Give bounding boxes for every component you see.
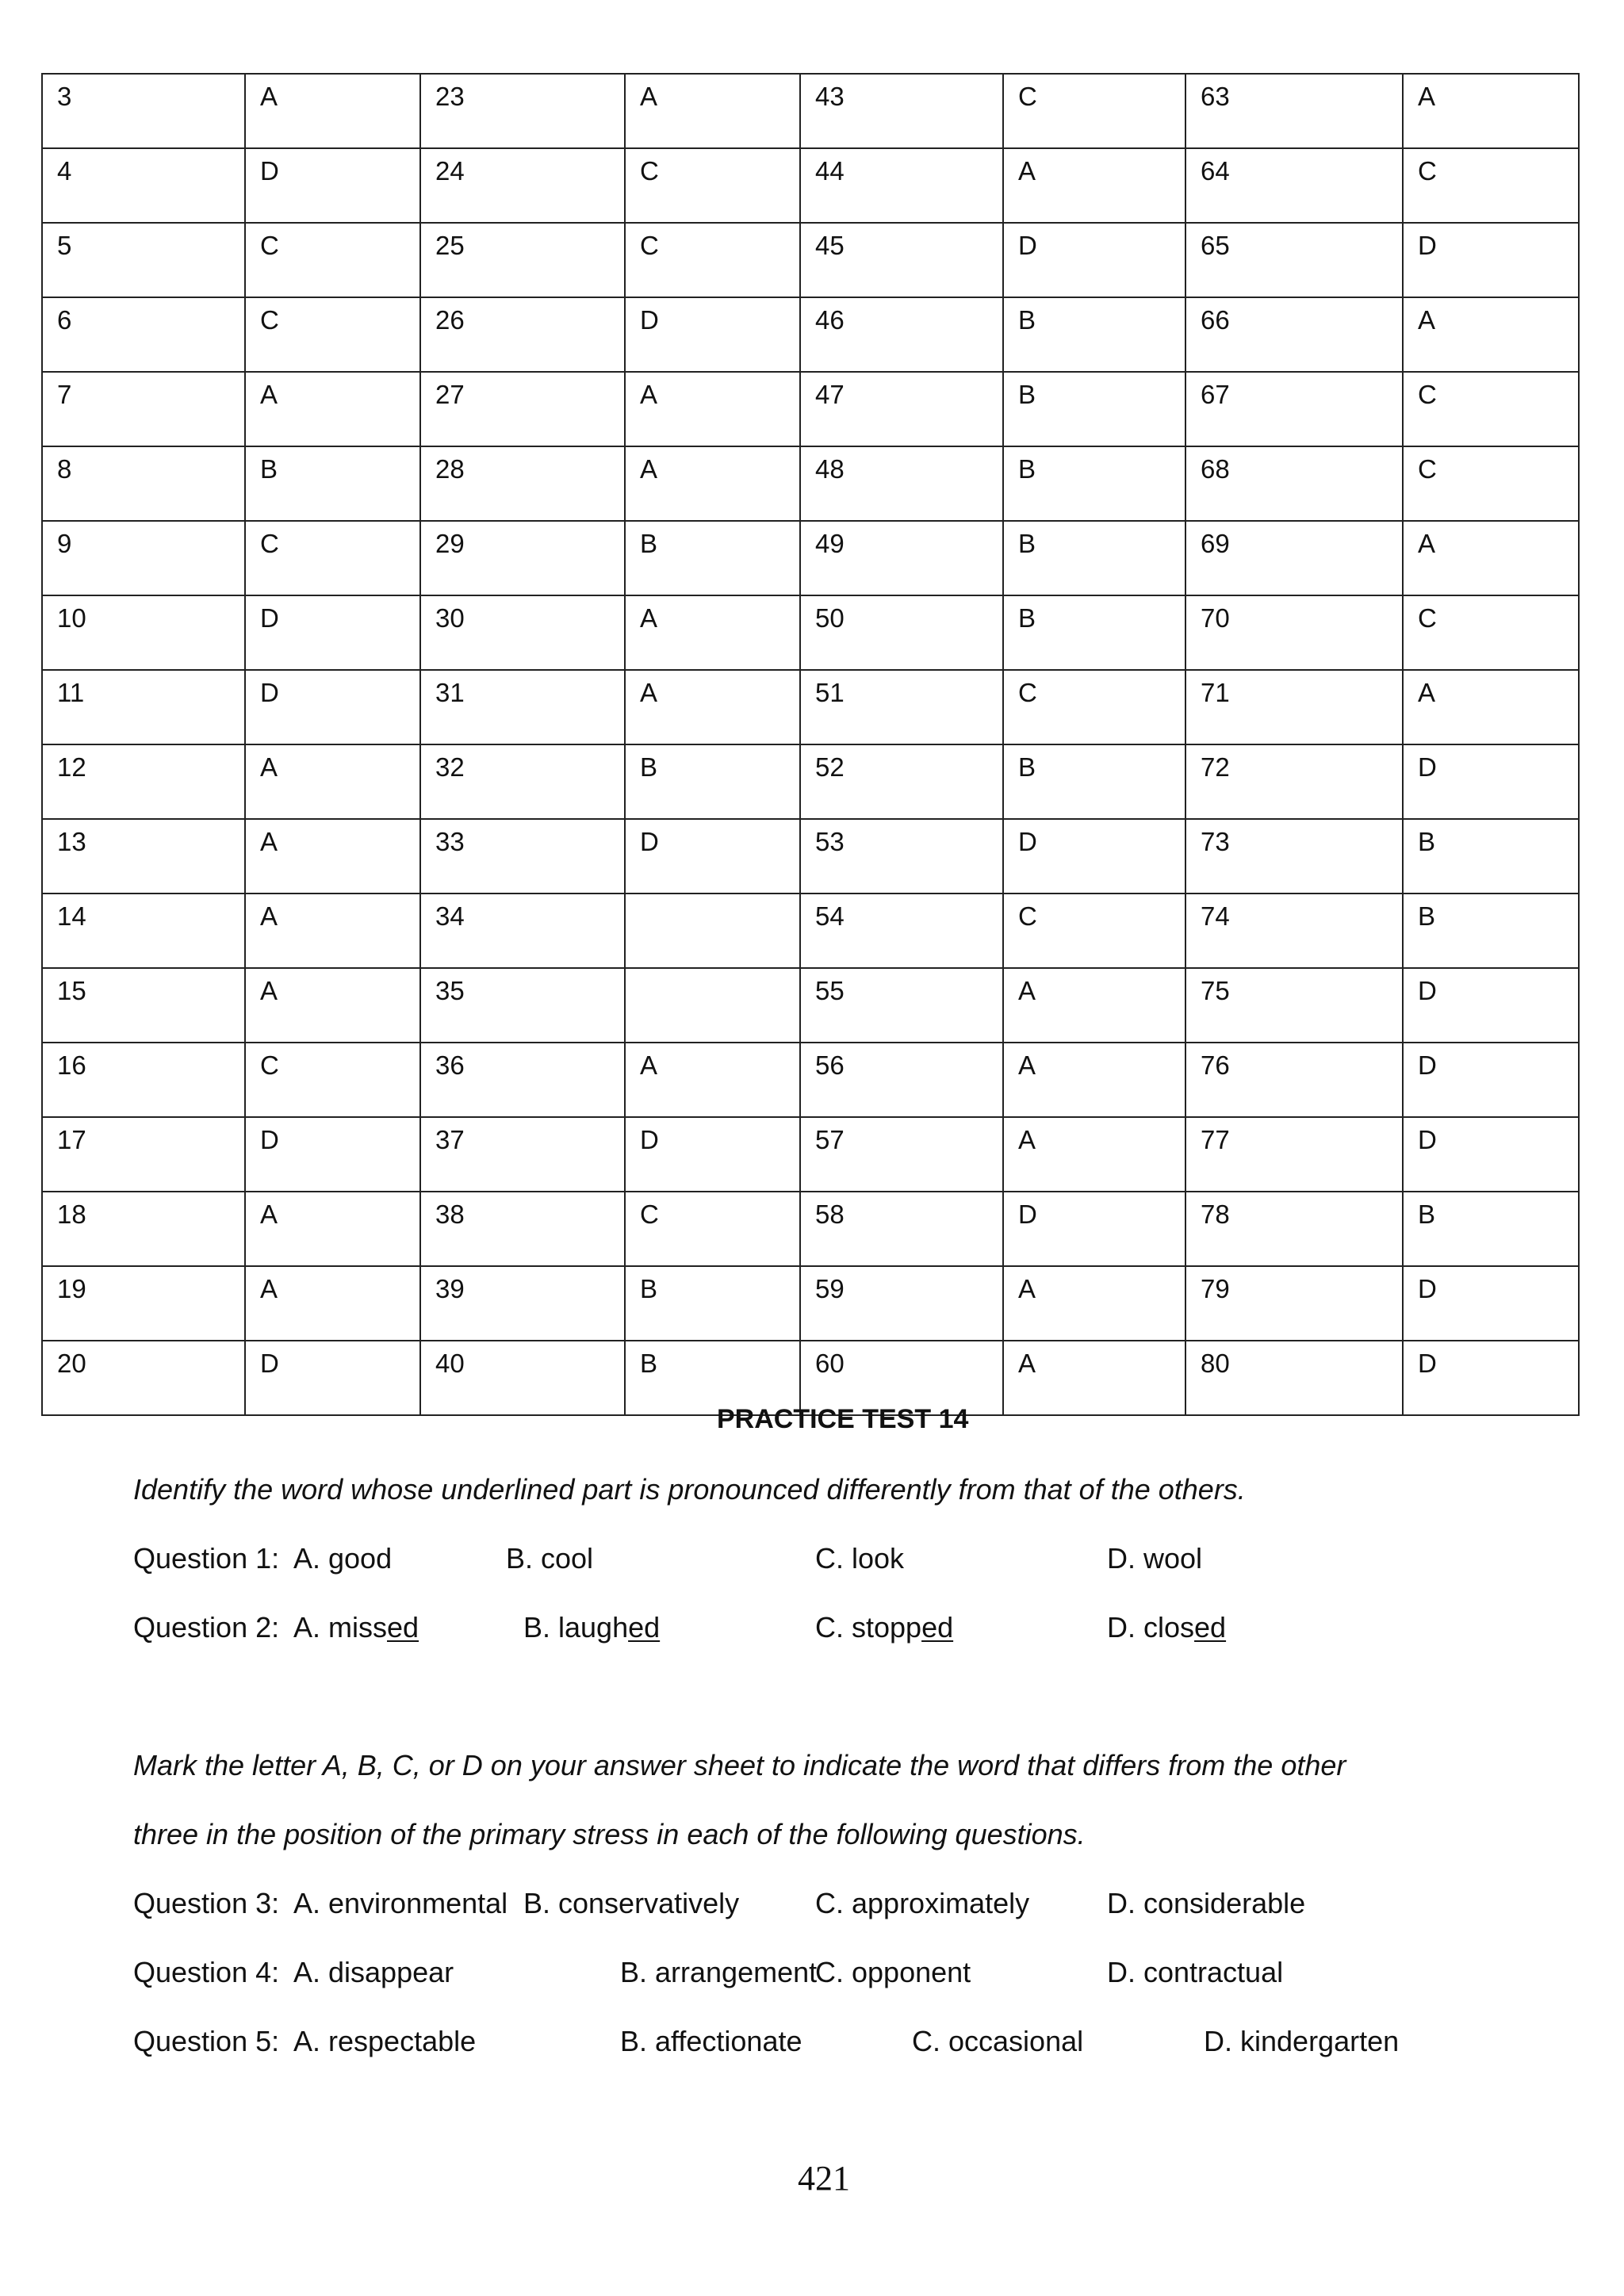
question-number-cell: 38 bbox=[420, 1192, 625, 1266]
answer-cell: D bbox=[1403, 968, 1579, 1043]
question-number-cell: 46 bbox=[800, 297, 1003, 372]
question-2-label: Question 2: bbox=[133, 1611, 280, 1644]
answer-cell: C bbox=[625, 148, 800, 223]
question-number-cell: 74 bbox=[1185, 894, 1403, 968]
answer-cell bbox=[625, 968, 800, 1043]
underlined-part: ed bbox=[921, 1611, 954, 1644]
answer-cell: D bbox=[1403, 1043, 1579, 1117]
question-number-cell: 24 bbox=[420, 148, 625, 223]
question-number-cell: 18 bbox=[42, 1192, 245, 1266]
answer-cell: B bbox=[1003, 372, 1185, 446]
question-number-cell: 76 bbox=[1185, 1043, 1403, 1117]
answer-cell: A bbox=[245, 744, 420, 819]
answer-cell: C bbox=[1403, 446, 1579, 521]
table-row bbox=[42, 74, 1579, 148]
table-row bbox=[42, 297, 1579, 372]
answer-key-table bbox=[41, 73, 1580, 1416]
question-2-option-a: A. missed bbox=[293, 1611, 419, 1644]
answer-cell: A bbox=[1003, 1043, 1185, 1117]
question-number-cell: 13 bbox=[42, 819, 245, 894]
answer-cell: C bbox=[1003, 74, 1185, 148]
underlined-part: ed bbox=[628, 1611, 661, 1644]
answer-cell: C bbox=[245, 1043, 420, 1117]
question-number-cell: 58 bbox=[800, 1192, 1003, 1266]
answer-cell: C bbox=[1003, 670, 1185, 744]
question-number-cell: 54 bbox=[800, 894, 1003, 968]
question-number-cell: 7 bbox=[42, 372, 245, 446]
answer-cell: D bbox=[1403, 1117, 1579, 1192]
question-number-cell: 28 bbox=[420, 446, 625, 521]
question-number-cell: 36 bbox=[420, 1043, 625, 1117]
question-number-cell: 48 bbox=[800, 446, 1003, 521]
question-number-cell: 31 bbox=[420, 670, 625, 744]
answer-cell: B bbox=[1403, 819, 1579, 894]
answer-cell: D bbox=[245, 670, 420, 744]
question-number-cell: 68 bbox=[1185, 446, 1403, 521]
question-3-option-d: D. considerable bbox=[1107, 1887, 1306, 1919]
question-4-option-b: B. arrangement bbox=[620, 1956, 818, 1988]
answer-cell: A bbox=[1403, 297, 1579, 372]
underlined-part: ed bbox=[387, 1611, 419, 1644]
question-number-cell: 47 bbox=[800, 372, 1003, 446]
section1-instruction: Identify the word whose underlined part is pronounced differently from that of the others. bbox=[133, 1473, 1246, 1506]
answer-cell: A bbox=[1003, 1266, 1185, 1341]
answer-cell: C bbox=[245, 297, 420, 372]
question-3-option-b: B. conservatively bbox=[523, 1887, 740, 1919]
answer-cell: A bbox=[245, 372, 420, 446]
table-row bbox=[42, 223, 1579, 297]
question-number-cell: 77 bbox=[1185, 1117, 1403, 1192]
question-number-cell: 20 bbox=[42, 1341, 245, 1415]
answer-cell bbox=[625, 894, 800, 968]
answer-cell: A bbox=[1003, 1341, 1185, 1415]
answer-cell: A bbox=[245, 819, 420, 894]
question-2-option-d: D. closed bbox=[1107, 1611, 1227, 1644]
answer-cell: A bbox=[245, 894, 420, 968]
answer-cell: D bbox=[1003, 819, 1185, 894]
question-number-cell: 75 bbox=[1185, 968, 1403, 1043]
question-number-cell: 45 bbox=[800, 223, 1003, 297]
answer-cell: D bbox=[625, 819, 800, 894]
table-row bbox=[42, 744, 1579, 819]
question-number-cell: 4 bbox=[42, 148, 245, 223]
answer-cell: B bbox=[1003, 521, 1185, 595]
question-number-cell: 17 bbox=[42, 1117, 245, 1192]
answer-cell: B bbox=[625, 744, 800, 819]
question-number-cell: 12 bbox=[42, 744, 245, 819]
question-number-cell: 80 bbox=[1185, 1341, 1403, 1415]
question-4-option-a: A. disappear bbox=[293, 1956, 454, 1988]
question-number-cell: 9 bbox=[42, 521, 245, 595]
answer-cell: D bbox=[245, 148, 420, 223]
question-number-cell: 10 bbox=[42, 595, 245, 670]
answer-cell: D bbox=[1403, 1341, 1579, 1415]
question-number-cell: 64 bbox=[1185, 148, 1403, 223]
answer-cell: B bbox=[625, 1341, 800, 1415]
question-number-cell: 65 bbox=[1185, 223, 1403, 297]
question-number-cell: 52 bbox=[800, 744, 1003, 819]
question-number-cell: 49 bbox=[800, 521, 1003, 595]
question-number-cell: 70 bbox=[1185, 595, 1403, 670]
answer-cell: D bbox=[245, 1341, 420, 1415]
answer-cell: C bbox=[1403, 595, 1579, 670]
question-number-cell: 25 bbox=[420, 223, 625, 297]
answer-cell: C bbox=[1403, 372, 1579, 446]
question-number-cell: 79 bbox=[1185, 1266, 1403, 1341]
answer-cell: B bbox=[625, 521, 800, 595]
question-3-option-a: A. environmental bbox=[293, 1887, 508, 1919]
answer-cell: B bbox=[245, 446, 420, 521]
question-2-option-c: C. stopped bbox=[815, 1611, 954, 1644]
answer-cell: D bbox=[625, 297, 800, 372]
question-number-cell: 26 bbox=[420, 297, 625, 372]
question-number-cell: 51 bbox=[800, 670, 1003, 744]
table-row bbox=[42, 1266, 1579, 1341]
question-1-option-d: D. wool bbox=[1107, 1542, 1203, 1575]
question-number-cell: 15 bbox=[42, 968, 245, 1043]
question-number-cell: 55 bbox=[800, 968, 1003, 1043]
underlined-part: ed bbox=[1194, 1611, 1227, 1644]
table-row bbox=[42, 819, 1579, 894]
question-number-cell: 56 bbox=[800, 1043, 1003, 1117]
page-number: 421 bbox=[798, 2159, 850, 2198]
question-1-label: Question 1: bbox=[133, 1542, 280, 1575]
answer-cell: D bbox=[1003, 1192, 1185, 1266]
table-row bbox=[42, 446, 1579, 521]
table-row bbox=[42, 595, 1579, 670]
question-1-option-c: C. look bbox=[815, 1542, 905, 1575]
question-number-cell: 6 bbox=[42, 297, 245, 372]
answer-cell: C bbox=[245, 521, 420, 595]
answer-cell: D bbox=[1403, 223, 1579, 297]
question-number-cell: 30 bbox=[420, 595, 625, 670]
question-number-cell: 66 bbox=[1185, 297, 1403, 372]
answer-cell: D bbox=[625, 1117, 800, 1192]
table-row bbox=[42, 372, 1579, 446]
question-number-cell: 50 bbox=[800, 595, 1003, 670]
answer-cell: C bbox=[1003, 894, 1185, 968]
answer-cell: A bbox=[625, 595, 800, 670]
question-number-cell: 73 bbox=[1185, 819, 1403, 894]
answer-cell: D bbox=[1003, 223, 1185, 297]
question-4-label: Question 4: bbox=[133, 1956, 280, 1988]
table-row bbox=[42, 670, 1579, 744]
question-number-cell: 8 bbox=[42, 446, 245, 521]
answer-cell: B bbox=[1403, 894, 1579, 968]
question-number-cell: 67 bbox=[1185, 372, 1403, 446]
answer-cell: D bbox=[1403, 1266, 1579, 1341]
question-number-cell: 19 bbox=[42, 1266, 245, 1341]
question-5-label: Question 5: bbox=[133, 2025, 280, 2057]
table-row bbox=[42, 148, 1579, 223]
question-number-cell: 71 bbox=[1185, 670, 1403, 744]
answer-cell: C bbox=[625, 223, 800, 297]
question-3-label: Question 3: bbox=[133, 1887, 280, 1919]
question-1-option-a: A. good bbox=[293, 1542, 393, 1575]
answer-cell: B bbox=[1403, 1192, 1579, 1266]
question-5-option-b: B. affectionate bbox=[620, 2025, 802, 2057]
question-1-option-b: B. cool bbox=[506, 1542, 594, 1575]
question-2-option-b: B. laughed bbox=[523, 1611, 661, 1644]
table-row bbox=[42, 1117, 1579, 1192]
question-4-option-c: C. opponent bbox=[815, 1956, 971, 1988]
answer-cell: D bbox=[245, 595, 420, 670]
question-number-cell: 57 bbox=[800, 1117, 1003, 1192]
question-number-cell: 34 bbox=[420, 894, 625, 968]
question-number-cell: 60 bbox=[800, 1341, 1003, 1415]
answer-cell: B bbox=[1003, 446, 1185, 521]
question-number-cell: 33 bbox=[420, 819, 625, 894]
question-number-cell: 72 bbox=[1185, 744, 1403, 819]
table-row bbox=[42, 1043, 1579, 1117]
answer-cell: D bbox=[1403, 744, 1579, 819]
question-number-cell: 32 bbox=[420, 744, 625, 819]
answer-cell: D bbox=[245, 1117, 420, 1192]
answer-cell: A bbox=[1403, 670, 1579, 744]
answer-cell: A bbox=[245, 1266, 420, 1341]
answer-cell: B bbox=[1003, 744, 1185, 819]
answer-cell: A bbox=[625, 1043, 800, 1117]
answer-cell: A bbox=[625, 74, 800, 148]
question-number-cell: 43 bbox=[800, 74, 1003, 148]
question-number-cell: 40 bbox=[420, 1341, 625, 1415]
question-number-cell: 37 bbox=[420, 1117, 625, 1192]
question-5-option-c: C. occasional bbox=[912, 2025, 1084, 2057]
section2-instruction-line1: Mark the letter A, B, C, or D on your answer sheet to indicate the word that differs from the other bbox=[133, 1749, 1346, 1781]
question-number-cell: 78 bbox=[1185, 1192, 1403, 1266]
practice-test-title: PRACTICE TEST 14 bbox=[717, 1404, 969, 1434]
answer-cell: A bbox=[625, 446, 800, 521]
question-number-cell: 5 bbox=[42, 223, 245, 297]
question-number-cell: 14 bbox=[42, 894, 245, 968]
question-number-cell: 69 bbox=[1185, 521, 1403, 595]
answer-cell: A bbox=[1403, 74, 1579, 148]
question-number-cell: 23 bbox=[420, 74, 625, 148]
question-number-cell: 27 bbox=[420, 372, 625, 446]
question-3-option-c: C. approximately bbox=[815, 1887, 1030, 1919]
answer-cell: A bbox=[245, 968, 420, 1043]
answer-cell: C bbox=[625, 1192, 800, 1266]
answer-cell: A bbox=[1003, 968, 1185, 1043]
question-5-option-d: D. kindergarten bbox=[1204, 2025, 1400, 2057]
answer-cell: B bbox=[625, 1266, 800, 1341]
answer-cell: C bbox=[1403, 148, 1579, 223]
question-number-cell: 44 bbox=[800, 148, 1003, 223]
question-4-option-d: D. contractual bbox=[1107, 1956, 1284, 1988]
table-row bbox=[42, 521, 1579, 595]
section2-instruction-line2: three in the position of the primary stress in each of the following questions. bbox=[133, 1818, 1086, 1850]
table-row bbox=[42, 894, 1579, 968]
question-number-cell: 59 bbox=[800, 1266, 1003, 1341]
table-row bbox=[42, 1192, 1579, 1266]
question-number-cell: 16 bbox=[42, 1043, 245, 1117]
question-number-cell: 35 bbox=[420, 968, 625, 1043]
answer-cell: A bbox=[625, 670, 800, 744]
answer-cell: A bbox=[625, 372, 800, 446]
question-number-cell: 53 bbox=[800, 819, 1003, 894]
question-number-cell: 63 bbox=[1185, 74, 1403, 148]
answer-cell: A bbox=[1003, 148, 1185, 223]
table-row bbox=[42, 968, 1579, 1043]
question-number-cell: 39 bbox=[420, 1266, 625, 1341]
question-5-option-a: A. respectable bbox=[293, 2025, 477, 2057]
question-number-cell: 29 bbox=[420, 521, 625, 595]
answer-cell: A bbox=[1403, 521, 1579, 595]
question-number-cell: 3 bbox=[42, 74, 245, 148]
answer-cell: A bbox=[1003, 1117, 1185, 1192]
answer-cell: A bbox=[245, 74, 420, 148]
answer-cell: A bbox=[245, 1192, 420, 1266]
question-number-cell: 11 bbox=[42, 670, 245, 744]
answer-cell: B bbox=[1003, 595, 1185, 670]
answer-cell: C bbox=[245, 223, 420, 297]
answer-cell: B bbox=[1003, 297, 1185, 372]
